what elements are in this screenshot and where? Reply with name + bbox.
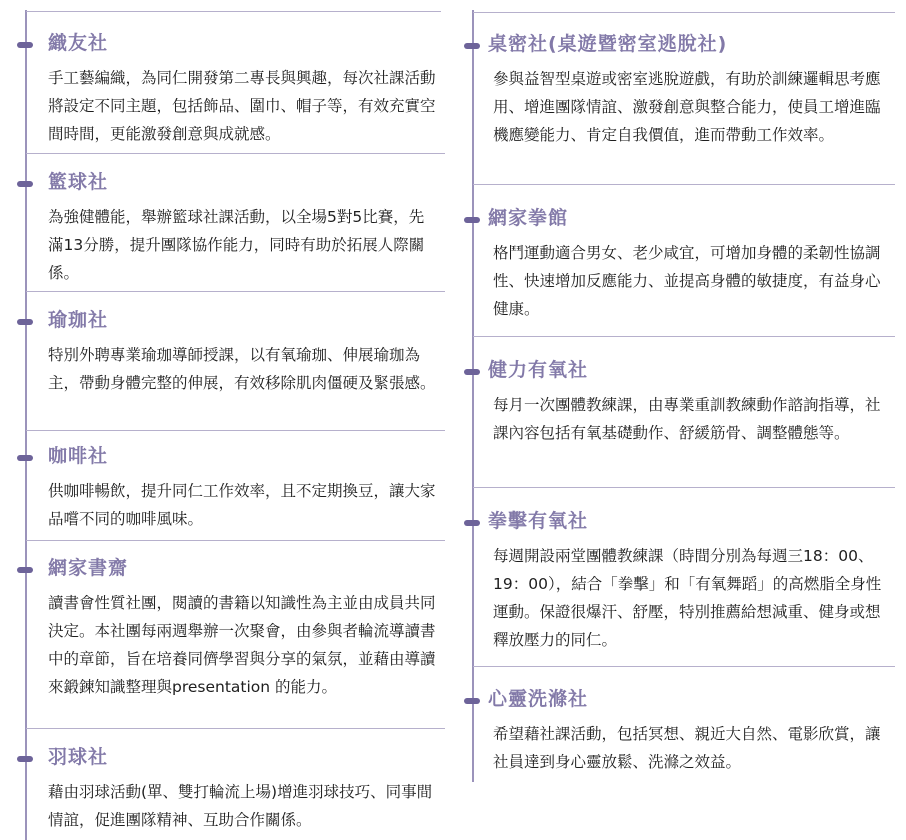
section-divider — [26, 153, 445, 154]
club-description: 供咖啡暢飲，提升同仁工作效率，且不定期換豆，讓大家品嚐不同的咖啡風味。 — [48, 482, 436, 528]
club-title: 健力有氧社 — [488, 359, 589, 381]
club-title: 網家拳館 — [488, 207, 569, 229]
timeline-marker-icon — [464, 369, 480, 375]
left-column — [0, 0, 445, 840]
timeline-marker-icon — [17, 319, 33, 325]
club-title: 羽球社 — [48, 746, 109, 768]
club-title: 網家書齋 — [48, 557, 129, 579]
section-divider — [26, 540, 445, 541]
club-title: 瑜珈社 — [48, 309, 109, 331]
club-title: 籃球社 — [48, 171, 109, 193]
timeline-marker-icon — [464, 217, 480, 223]
timeline-marker-icon — [464, 698, 480, 704]
club-title: 咖啡社 — [48, 445, 109, 467]
section-divider — [26, 291, 445, 292]
club-title: 織友社 — [48, 32, 109, 54]
timeline-marker-icon — [17, 42, 33, 48]
club-title: 拳擊有氧社 — [488, 510, 589, 532]
section-divider — [473, 336, 895, 337]
club-description: 每週開設兩堂團體教練課（時間分別為每週三18：00、19：00），結合「拳擊」和「有氧舞蹈」的高燃脂全身性運動。保證很爆汗、舒壓，特別推薦給想減重、健身或想釋放壓力的同仁。 — [493, 547, 882, 649]
club-description: 藉由羽球活動(單、雙打輪流上場)增進羽球技巧、同事間情誼，促進團隊精神、互助合作關係。 — [48, 783, 433, 829]
timeline-marker-icon — [17, 567, 33, 573]
timeline-marker-icon — [17, 756, 33, 762]
club-description: 手工藝編織，為同仁開發第二專長與興趣，每次社課活動將設定不同主題，包括飾品、圍巾、帽子等，有效充實空間時間，更能激發創意與成就感。 — [48, 69, 436, 143]
section-divider — [26, 430, 445, 431]
timeline-marker-icon — [17, 455, 33, 461]
timeline-line — [25, 10, 27, 840]
club-description: 讀書會性質社團，閱讀的書籍以知識性為主並由成員共同決定。本社團每兩週舉辦一次聚會，由參與者輪流導讀書中的章節，旨在培養同儕學習與分享的氣氛，並藉由導讀來鍛鍊知識整理與presentation 的能力。 — [48, 594, 436, 696]
timeline-marker-icon — [17, 181, 33, 187]
club-description: 每月一次團體教練課，由專業重訓教練動作諮詢指導，社課內容包括有氧基礎動作、舒緩筋骨、調整體態等。 — [493, 396, 881, 442]
club-title: 桌密社(桌遊暨密室逃脫社) — [488, 33, 728, 55]
right-column — [455, 0, 895, 840]
club-title: 心靈洗滌社 — [488, 688, 589, 710]
top-rule — [26, 11, 441, 12]
club-description: 特別外聘專業瑜珈導師授課，以有氧瑜珈、伸展瑜珈為主，帶動身體完整的伸展，有效移除肌肉僵硬及緊張感。 — [48, 346, 436, 392]
section-divider — [473, 666, 895, 667]
section-divider — [473, 487, 895, 488]
top-rule — [473, 12, 895, 13]
section-divider — [473, 184, 895, 185]
club-description: 為強健體能，舉辦籃球社課活動，以全場5對5比賽，先滿13分勝，提升團隊協作能力，同時有助於拓展人際關係。 — [48, 208, 425, 282]
section-divider — [26, 728, 445, 729]
timeline-marker-icon — [464, 520, 480, 526]
club-description: 希望藉社課活動，包括冥想、親近大自然、電影欣賞，讓社員達到身心靈放鬆、洗滌之效益。 — [493, 725, 881, 771]
club-description: 參與益智型桌遊或密室逃脫遊戲，有助於訓練邏輯思考應用、增進團隊情誼、激發創意與整合能力，使員工增進臨機應變能力、肯定自我價值，進而帶動工作效率。 — [493, 70, 881, 144]
club-description: 格鬥運動適合男女、老少咸宜，可增加身體的柔韌性協調性、快速增加反應能力、並提高身體的敏捷度，有益身心健康。 — [493, 244, 881, 318]
timeline-marker-icon — [464, 43, 480, 49]
